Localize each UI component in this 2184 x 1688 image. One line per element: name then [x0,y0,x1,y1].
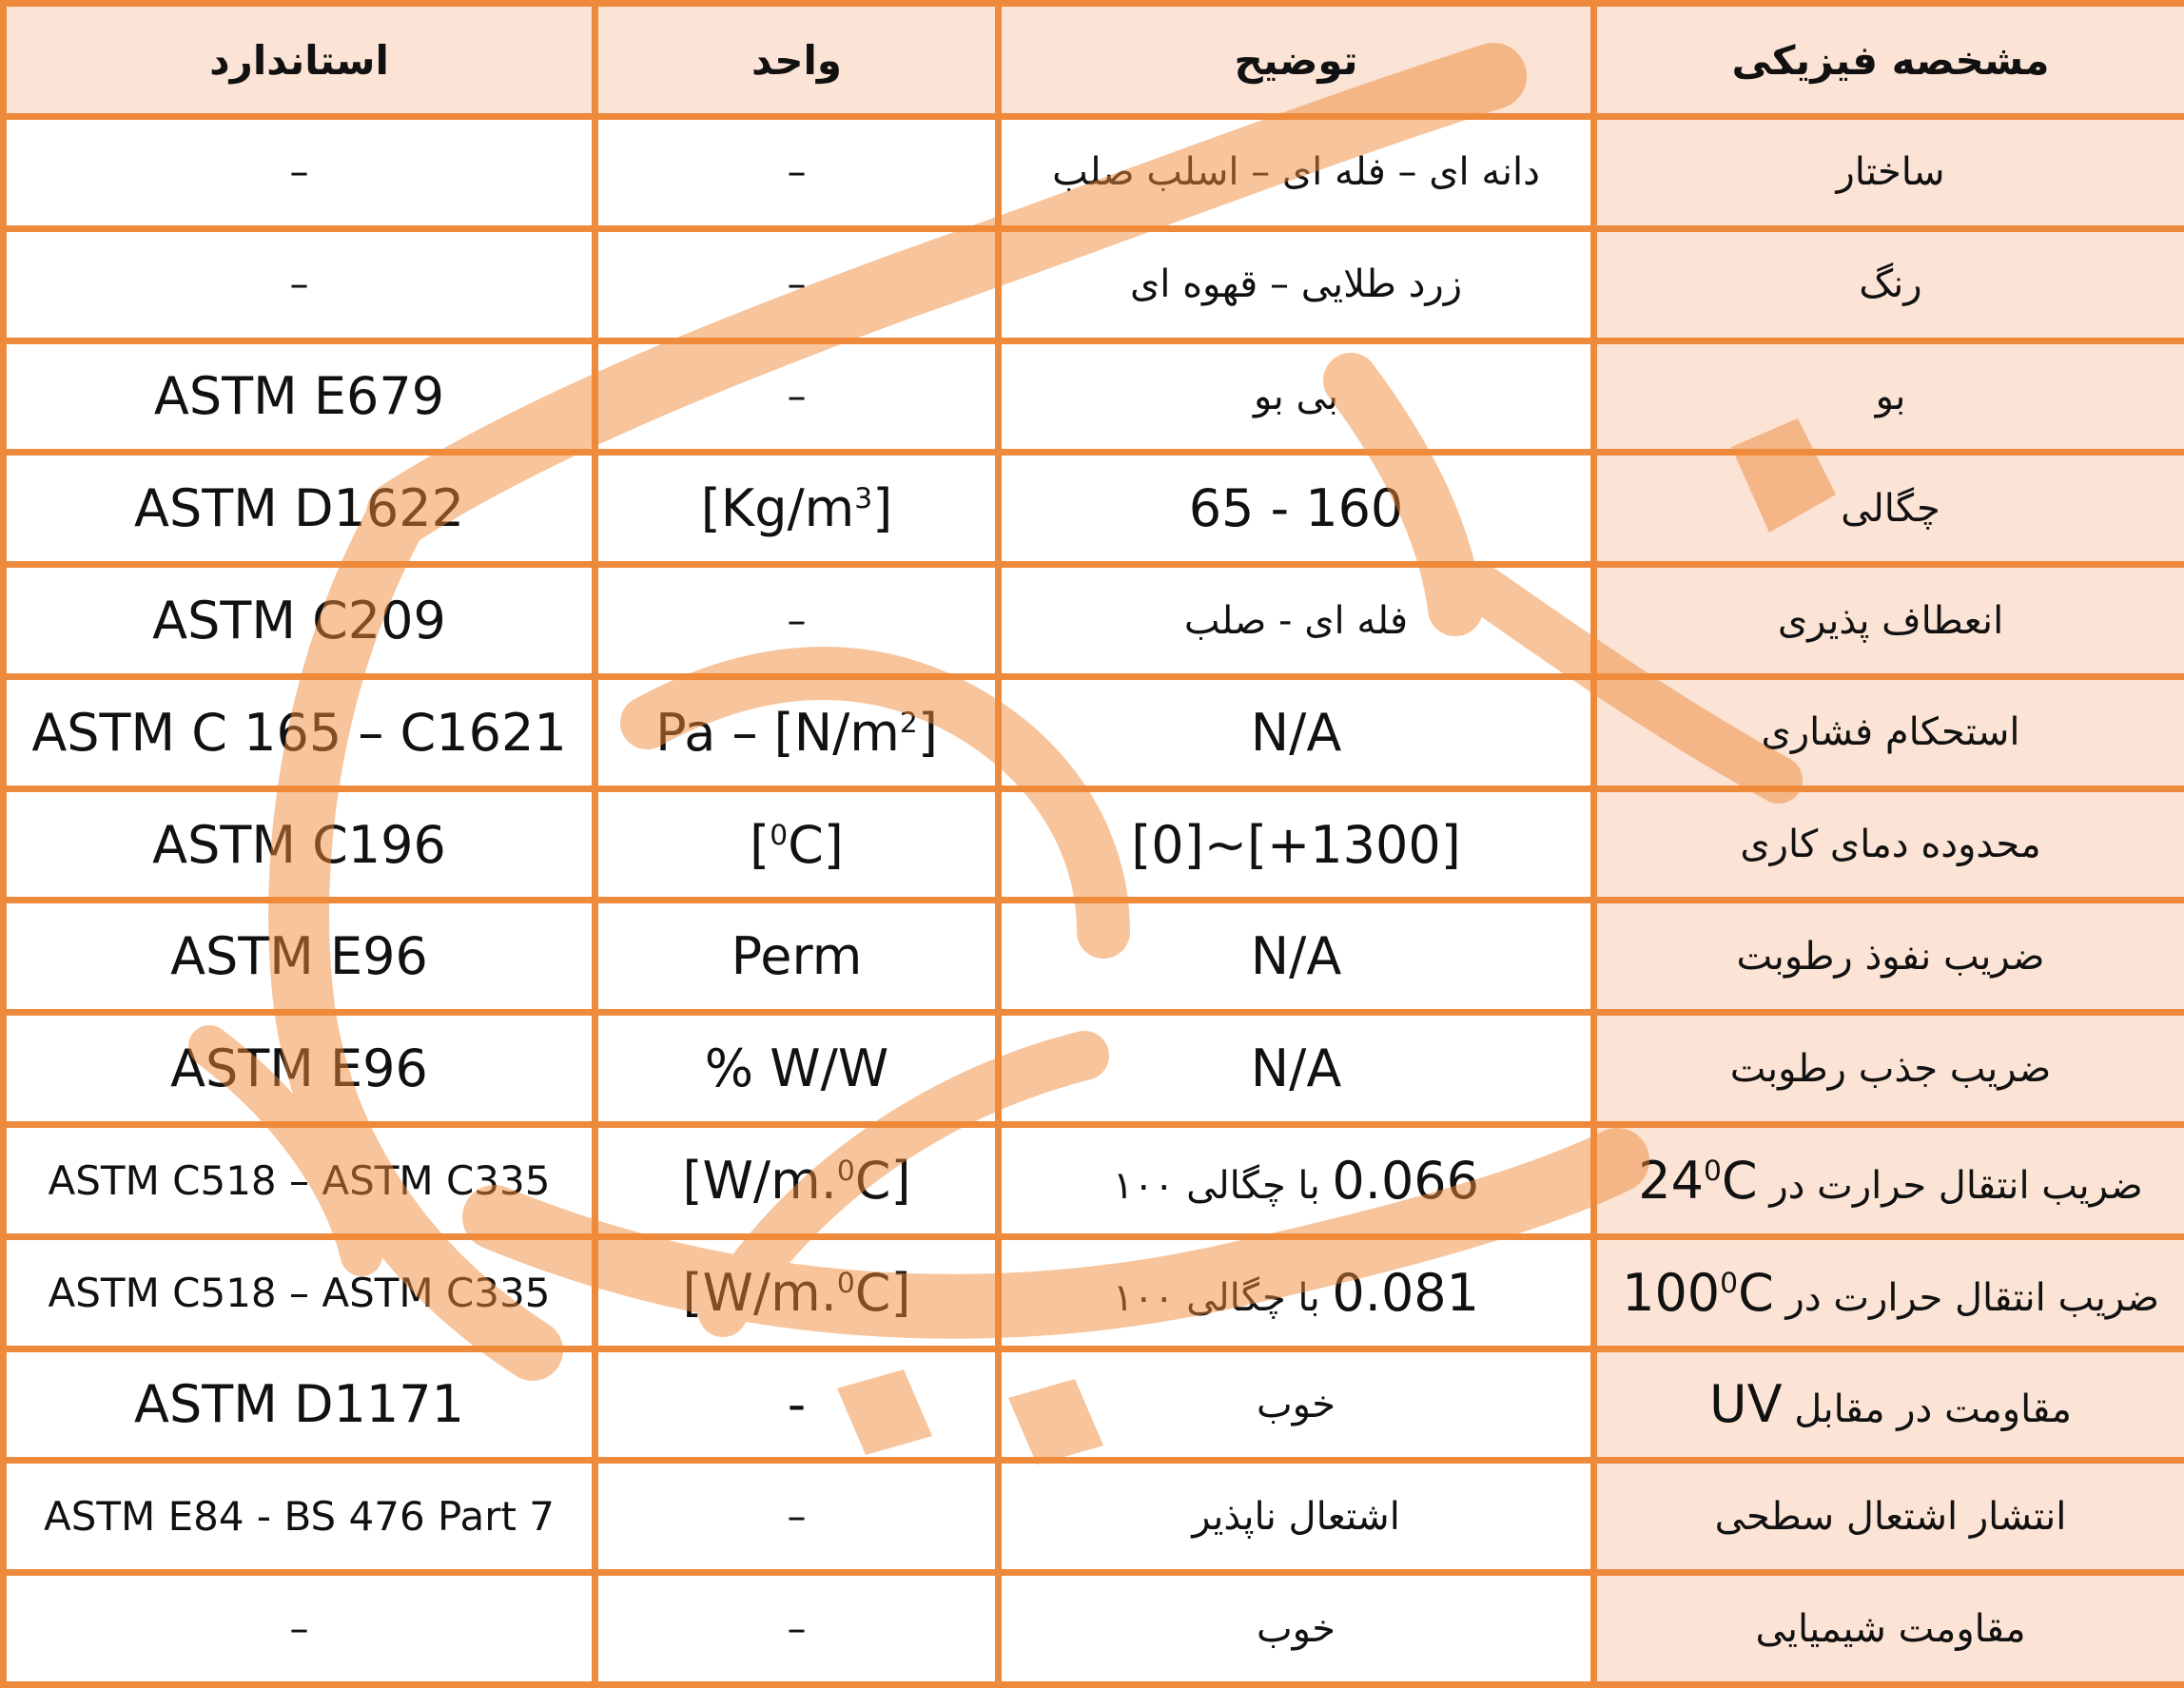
description-cell: خوب [999,1573,1594,1685]
standard-cell: ASTM C209 [4,565,595,677]
standard-cell: ASTM E96 [4,1013,595,1125]
table-row [4,340,2184,453]
table-row [4,565,2184,677]
standard-cell: – [4,117,595,229]
description-value: 0.081 [1332,1262,1480,1323]
property-cell [1594,1125,2184,1237]
unit-superscript: 0 [770,818,789,852]
property-cell [1594,1348,2184,1461]
unit-cell [595,676,999,788]
unit-text-tail: ] [872,478,893,539]
unit-cell [595,1125,999,1237]
description-cell [999,1236,1594,1348]
description-cell: خوب [999,1348,1594,1461]
property-cell: ضریب نفوذ رطوبت [1594,901,2184,1013]
unit-superscript: 0 [836,1154,855,1188]
header-standard: استاندارد [4,4,595,117]
table-row [4,1348,2184,1461]
unit-text: [W/m. [682,1262,837,1323]
table-row [4,453,2184,565]
description-cell: زرد طلایی – قهوه ای [999,228,1594,340]
standard-cell: ASTM D1622 [4,453,595,565]
unit-cell: – [595,117,999,229]
property-cell: بو [1594,340,2184,453]
property-cell: مقاومت شیمیایی [1594,1573,2184,1685]
table-row [4,1461,2184,1573]
standard-cell: ASTM D1171 [4,1348,595,1461]
unit-superscript: 2 [899,706,918,740]
table-header-row [4,4,2184,117]
unit-text-tail: C] [788,814,844,875]
description-cell: N/A [999,901,1594,1013]
description-cell: N/A [999,1013,1594,1125]
standard-cell: ASTM C518 – ASTM C335 [4,1236,595,1348]
description-cell: فله ای - صلب [999,565,1594,677]
description-text: با چگالی ۱۰۰ [1112,1163,1320,1208]
unit-superscript: 3 [854,482,873,516]
property-cell: ساختار [1594,117,2184,229]
property-temperature: $24^0C$ [1638,1150,1758,1211]
standard-cell: ASTM C 165 – C1621 [4,676,595,788]
property-uv: UV [1709,1374,1783,1435]
description-cell [999,1125,1594,1237]
description-cell: دانه ای – فله ای – اسلب صلب [999,117,1594,229]
unit-cell: – [595,228,999,340]
table-row [4,117,2184,229]
unit-cell [595,788,999,901]
table-row [4,1013,2184,1125]
property-cell: استحکام فشاری [1594,676,2184,788]
standard-cell: ASTM E84 - BS 476 Part 7 [4,1461,595,1573]
standard-cell: ASTM E679 [4,340,595,453]
unit-cell: – [595,1461,999,1573]
unit-cell: % W/W [595,1013,999,1125]
unit-superscript: 0 [836,1266,855,1300]
table-row [4,1573,2184,1685]
table-row [4,1236,2184,1348]
property-text: ضریب انتقال حرارت در [1769,1163,2143,1208]
property-text: مقاومت در مقابل [1794,1387,2072,1432]
unit-cell: – [595,565,999,677]
description-cell: اشتعال ناپذیر [999,1461,1594,1573]
table-row [4,788,2184,901]
property-cell: ضریب جذب رطوبت [1594,1013,2184,1125]
property-cell: رنگ [1594,228,2184,340]
unit-text-tail: ] [917,702,938,763]
description-cell: 65 - 160 [999,453,1594,565]
table-row [4,676,2184,788]
unit-text: [ [750,814,770,875]
unit-text: Pa – [N/m [655,702,900,763]
property-cell [1594,1236,2184,1348]
unit-text: [Kg/m [700,478,855,539]
header-property: مشخصه فیزیکی [1594,4,2184,117]
property-cell: چگالی [1594,453,2184,565]
standard-cell: ASTM C196 [4,788,595,901]
unit-cell: Perm [595,901,999,1013]
standard-cell: – [4,228,595,340]
table-row [4,901,2184,1013]
header-unit: واحد [595,4,999,117]
unit-cell [595,453,999,565]
unit-cell: - [595,1348,999,1461]
description-value: 0.066 [1332,1150,1480,1211]
unit-text-tail: C] [854,1150,911,1211]
description-text: با چگالی ۱۰۰ [1112,1275,1320,1320]
description-cell: [0]~[+1300] [999,788,1594,901]
unit-text: [W/m. [682,1150,837,1211]
standard-cell: – [4,1573,595,1685]
unit-text-tail: C] [854,1262,911,1323]
standard-cell: ASTM C518 – ASTM C335 [4,1125,595,1237]
property-cell: محدوده دمای کاری [1594,788,2184,901]
property-text: ضریب انتقال حرارت در [1785,1275,2159,1320]
table-row [4,228,2184,340]
property-cell: انتشار اشتعال سطحی [1594,1461,2184,1573]
property-temperature: $100^0C$ [1622,1262,1774,1323]
description-cell: بی بو [999,340,1594,453]
unit-cell: – [595,340,999,453]
description-cell: N/A [999,676,1594,788]
table-row [4,1125,2184,1237]
standard-cell: ASTM E96 [4,901,595,1013]
unit-cell: – [595,1573,999,1685]
unit-cell [595,1236,999,1348]
header-description: توضیح [999,4,1594,117]
property-cell: انعطاف پذیری [1594,565,2184,677]
